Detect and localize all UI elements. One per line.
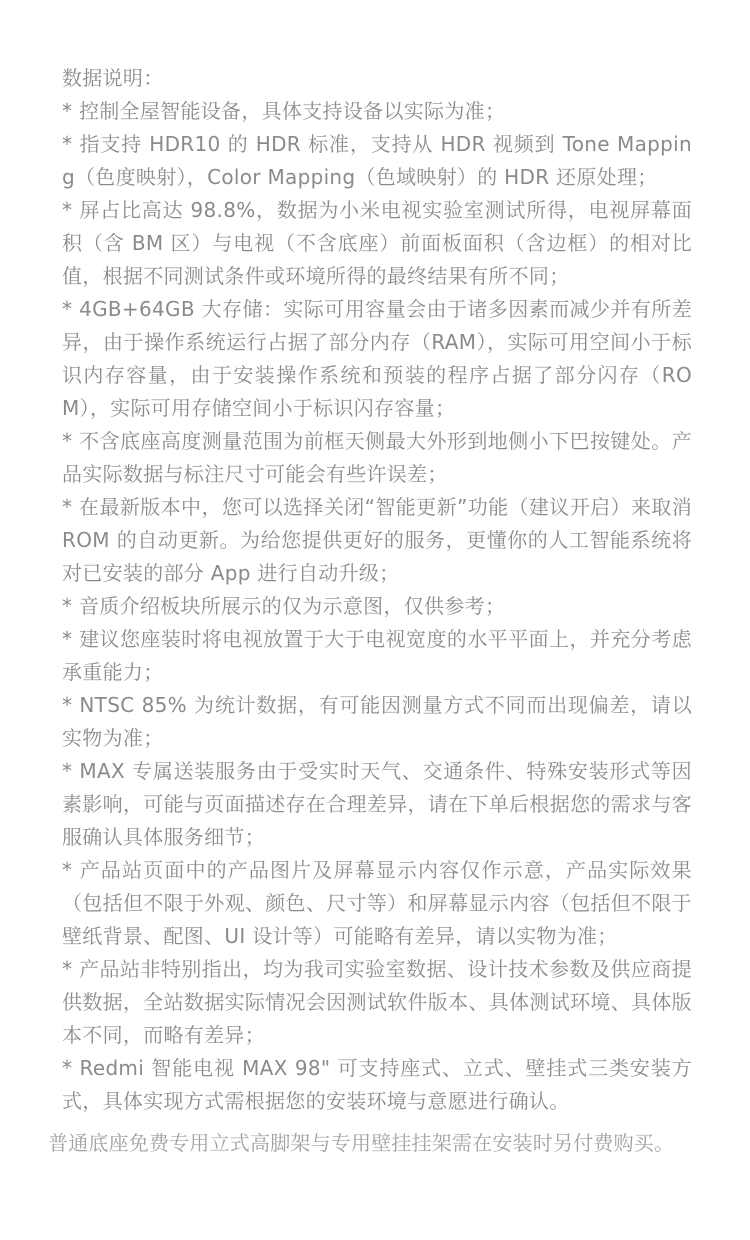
note-item-placement: * 建议您座装时将电视放置于大于电视宽度的水平平面上，并充分考虑承重能力； <box>62 627 692 684</box>
note-item-storage: * 4GB+64GB 大存储：实际可用容量会由于诸多因素而减少并有所差异，由于操作系统运行占据了部分内存（RAM），实际可用空间小于标识内存容量，由于安装操作系统和预装的程序占据了部分闪存（ROM），实际可用存储空间小于标识闪存容量； <box>62 297 692 420</box>
note-item-smart-home: * 控制全屋智能设备，具体支持设备以实际为准； <box>62 99 506 123</box>
note-item-images: * 产品站页面中的产品图片及屏幕显示内容仅作示意，产品实际效果（包括但不限于外观、颜色、尺寸等）和屏幕显示内容（包括但不限于壁纸背景、配图、UI 设计等）可能略有差异，请以实物为准； <box>62 858 692 948</box>
footer-note: 普通底座免费专用立式高脚架与专用壁挂挂架需在安装时另付费购买。 <box>48 1131 675 1155</box>
note-item-hdr: * 指支持 HDR10 的 HDR 标准，支持从 HDR 视频到 Tone Mapping（色度映射），Color Mapping（色域映射）的 HDR 还原处理； <box>62 132 692 189</box>
notes-heading: 数据说明： <box>62 66 164 90</box>
note-item-height: * 不含底座高度测量范围为前框天侧最大外形到地侧小下巴按键处。产品实际数据与标注尺寸可能会有些许误差； <box>62 429 692 486</box>
note-item-delivery: * MAX 专属送装服务由于受实时天气、交通条件、特殊安装形式等因素影响，可能与页面描述存在合理差异，请在下单后根据您的需求与客服确认具体服务细节； <box>62 759 692 849</box>
note-item-lab-data: * 产品站非特别指出，均为我司实验室数据、设计技术参数及供应商提供数据，全站数据实际情况会因测试软件版本、具体测试环境、具体版本不同，而略有差异； <box>62 957 692 1047</box>
data-notes <box>62 62 692 1118</box>
note-item-installation: * Redmi 智能电视 MAX 98" 可支持座式、立式、壁挂式三类安装方式，具体实现方式需根据您的安装环境与意愿进行确认。 <box>62 1056 692 1113</box>
note-item-screen-ratio: * 屏占比高达 98.8%，数据为小米电视实验室测试所得，电视屏幕面积（含 BM 区）与电视（不含底座）前面板面积（含边框）的相对比值，根据不同测试条件或环境所得的最终结果有所不同； <box>62 198 692 288</box>
note-item-audio: * 音质介绍板块所展示的仅为示意图，仅供参考； <box>62 594 506 618</box>
note-item-ntsc: * NTSC 85% 为统计数据，有可能因测量方式不同而出现偏差，请以实物为准； <box>62 693 692 750</box>
note-item-update: * 在最新版本中，您可以选择关闭“智能更新”功能（建议开启）来取消 ROM 的自动更新。为给您提供更好的服务，更懂你的人工智能系统将对已安装的部分 App 进行自动升级； <box>62 495 692 585</box>
